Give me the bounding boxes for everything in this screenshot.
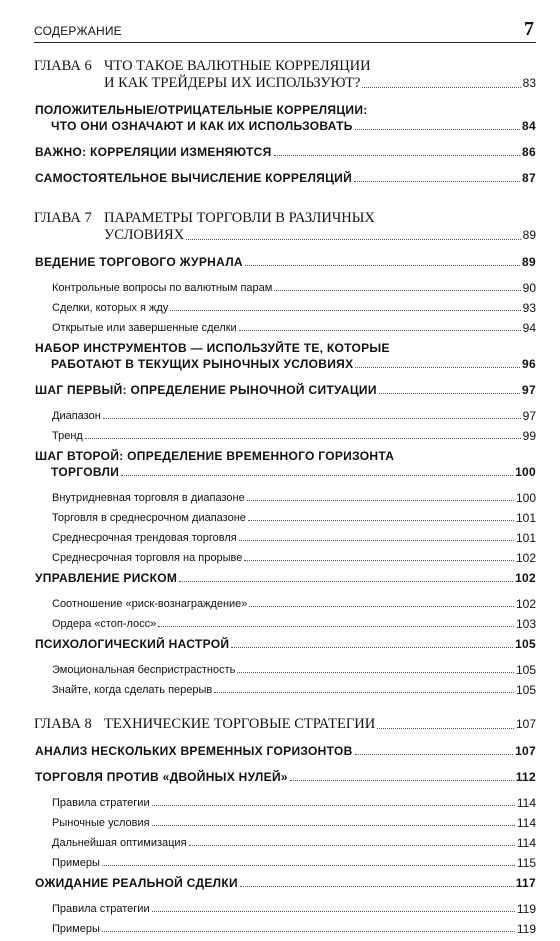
section-title-row xyxy=(35,769,536,785)
section-title-row xyxy=(35,118,536,134)
subsection-page-number: 114 xyxy=(516,816,536,830)
subsection-title: Эмоциональная беспристрастность xyxy=(52,664,236,676)
subsection-row xyxy=(52,916,536,936)
section-title-line: ШАГ ВТОРОЙ: ОПРЕДЕЛЕНИЕ ВРЕМЕННОГО ГОРИЗОНТА xyxy=(35,449,395,463)
dot-leader xyxy=(170,310,520,311)
spacer xyxy=(34,92,536,102)
subsection-title: Диапазон xyxy=(52,410,101,422)
section-page-number: 100 xyxy=(515,465,536,479)
dot-leader xyxy=(152,805,515,806)
subsection-row xyxy=(52,485,536,505)
section-title-line: ЧТО ОНИ ОЗНАЧАЮТ И КАК ИХ ИСПОЛЬЗОВАТЬ xyxy=(51,119,353,133)
subsection-row xyxy=(52,403,536,423)
section-page-number: 89 xyxy=(522,255,536,269)
dot-leader xyxy=(102,865,515,866)
subsection-title: Среднесрочная торговля на прорыве xyxy=(52,552,243,564)
subsection-page-number: 101 xyxy=(515,511,536,525)
dot-leader xyxy=(186,239,520,240)
subsection-row xyxy=(52,896,536,916)
section-entry[interactable] xyxy=(35,102,536,134)
dot-leader xyxy=(355,129,520,130)
table-of-contents xyxy=(34,58,536,941)
chapter-title xyxy=(104,716,536,733)
section-title-row xyxy=(35,382,536,398)
dot-leader xyxy=(355,754,514,755)
section-title-line: ВЕДЕНИЕ ТОРГОВОГО ЖУРНАЛА xyxy=(35,255,243,269)
dot-leader xyxy=(290,780,514,781)
dot-leader xyxy=(214,692,514,693)
dot-leader xyxy=(240,886,514,887)
chapter-title xyxy=(104,210,536,244)
chapter-heading[interactable] xyxy=(34,716,536,733)
subsection-page-number: 102 xyxy=(515,551,536,565)
chapter-title-row xyxy=(104,716,536,733)
section-page-number: 102 xyxy=(515,571,536,585)
subsection-page-number: 119 xyxy=(516,902,536,916)
chapter-title-line: УСЛОВИЯХ xyxy=(104,227,185,243)
section-page-number: 107 xyxy=(515,744,536,758)
section-page-number: 87 xyxy=(522,171,536,185)
dot-leader xyxy=(237,672,514,673)
chapter-title-line: ТЕХНИЧЕСКИЕ ТОРГОВЫЕ СТРАТЕГИИ xyxy=(104,716,376,732)
subsection-page-number: 105 xyxy=(515,683,536,697)
section-title-row xyxy=(35,875,536,891)
subsection-row xyxy=(52,611,536,631)
section-entry[interactable] xyxy=(35,636,536,652)
subsection-entry[interactable] xyxy=(52,591,536,611)
subsection-title: Среднесрочная трендовая торговля xyxy=(52,532,237,544)
subsection-entry[interactable] xyxy=(52,423,536,443)
subsection-title: Примеры xyxy=(52,923,100,935)
dot-leader xyxy=(239,330,521,331)
dot-leader xyxy=(121,475,513,476)
subsection-page-number: 94 xyxy=(522,321,536,335)
subsection-row xyxy=(52,295,536,315)
dot-leader xyxy=(103,418,521,419)
section-entry[interactable] xyxy=(35,144,536,160)
subsection-page-number: 105 xyxy=(515,663,536,677)
chapter-title-row xyxy=(104,75,536,92)
section-title-line: УПРАВЛЕНИЕ РИСКОМ xyxy=(35,571,178,585)
section-title-line: РАБОТАЮТ В ТЕКУЩИХ РЫНОЧНЫХ УСЛОВИЯХ xyxy=(51,357,354,371)
chapter-page-number: 83 xyxy=(522,76,536,90)
section-title-line: САМОСТОЯТЕЛЬНОЕ ВЫЧИСЛЕНИЕ КОРРЕЛЯЦИЙ xyxy=(35,171,352,185)
section-title-line: ПОЛОЖИТЕЛЬНЫЕ/ОТРИЦАТЕЛЬНЫЕ КОРРЕЛЯЦИИ: xyxy=(35,103,368,117)
subsection-title: Контрольные вопросы по валютным парам xyxy=(52,282,273,294)
subsection-title: Сделки, которых я жду xyxy=(52,302,169,314)
subsection-title: Тренд xyxy=(52,430,83,442)
dot-leader xyxy=(158,626,514,627)
header-title: СОДЕРЖАНИЕ xyxy=(34,24,122,38)
section-title-line: ОЖИДАНИЕ РЕАЛЬНОЙ СДЕЛКИ xyxy=(35,876,238,890)
chapter-title-line: ЧТО ТАКОЕ ВАЛЮТНЫЕ КОРРЕЛЯЦИИ xyxy=(104,58,371,74)
subsection-title: Внутридневная торговля в диапазоне xyxy=(52,492,245,504)
chapter-title xyxy=(104,58,536,92)
dot-leader xyxy=(274,290,520,291)
subsection-entry[interactable] xyxy=(52,850,536,870)
section-page-number: 97 xyxy=(522,383,536,397)
subsection-entry[interactable] xyxy=(52,896,536,916)
subsection-page-number: 119 xyxy=(516,922,536,936)
dot-leader xyxy=(245,265,520,266)
spacer xyxy=(34,936,536,941)
subsection-page-number: 99 xyxy=(522,429,536,443)
dot-leader xyxy=(247,500,514,501)
subsection-page-number: 114 xyxy=(516,836,536,850)
dot-leader xyxy=(379,393,520,394)
section-title-row xyxy=(35,254,536,270)
dot-leader xyxy=(179,581,513,582)
chapter-spacer xyxy=(34,702,536,716)
dot-leader xyxy=(231,647,513,648)
chapter-title-line: ПАРАМЕТРЫ ТОРГОВЛИ В РАЗЛИЧНЫХ xyxy=(104,210,375,226)
spacer xyxy=(34,733,536,743)
subsection-entry[interactable] xyxy=(52,525,536,545)
subsection-row xyxy=(52,315,536,335)
subsection-title: Рыночные условия xyxy=(52,817,150,829)
subsection-row xyxy=(52,505,536,525)
section-entry[interactable] xyxy=(35,769,536,785)
section-title-row xyxy=(35,636,536,652)
dot-leader xyxy=(244,560,514,561)
section-entry[interactable] xyxy=(35,448,536,480)
dot-leader xyxy=(152,911,515,912)
subsection-page-number: 93 xyxy=(522,301,536,315)
chapter-title-row xyxy=(104,227,536,244)
section-entry[interactable] xyxy=(35,570,536,586)
section-title-line: АНАЛИЗ НЕСКОЛЬКИХ ВРЕМЕННЫХ ГОРИЗОНТОВ xyxy=(35,744,353,758)
subsection-entry[interactable] xyxy=(52,485,536,505)
dot-leader xyxy=(102,931,515,932)
spacer xyxy=(34,244,536,254)
subsection-title: Знайте, когда сделать перерыв xyxy=(52,684,213,696)
section-title-line: НАБОР ИНСТРУМЕНТОВ — ИСПОЛЬЗУЙТЕ ТЕ, КОТОРЫЕ xyxy=(35,341,390,355)
subsection-page-number: 114 xyxy=(516,796,536,810)
page-header xyxy=(34,18,536,43)
subsection-title: Открытые или завершенные сделки xyxy=(52,322,237,334)
subsection-title: Торговля в среднесрочном диапазоне xyxy=(52,512,246,524)
subsection-page-number: 103 xyxy=(515,617,536,631)
section-title-row xyxy=(35,570,536,586)
subsection-entry[interactable] xyxy=(52,545,536,565)
dot-leader xyxy=(274,155,521,156)
chapter-page-number: 89 xyxy=(522,228,536,242)
section-entry[interactable] xyxy=(35,743,536,759)
section-page-number: 117 xyxy=(515,876,536,890)
dot-leader xyxy=(239,540,514,541)
subsection-row xyxy=(52,830,536,850)
dot-leader xyxy=(85,438,521,439)
subsection-row xyxy=(52,657,536,677)
section-title-line: ШАГ ПЕРВЫЙ: ОПРЕДЕЛЕНИЕ РЫНОЧНОЙ СИТУАЦИИ xyxy=(35,383,377,397)
chapter-label: ГЛАВА 8 xyxy=(34,716,92,732)
section-title-line: ТОРГОВЛИ xyxy=(51,465,120,479)
section-entry[interactable] xyxy=(35,340,536,372)
subsection-entry[interactable] xyxy=(52,295,536,315)
subsection-title: Соотношение «риск-вознаграждение» xyxy=(52,598,248,610)
chapter-label: ГЛАВА 6 xyxy=(34,58,92,74)
section-entry[interactable] xyxy=(35,170,536,186)
dot-leader xyxy=(152,825,515,826)
section-entry[interactable] xyxy=(35,875,536,891)
chapter-page-number: 107 xyxy=(515,717,536,731)
subsection-entry[interactable] xyxy=(52,810,536,830)
subsection-row xyxy=(52,525,536,545)
subsection-entry[interactable] xyxy=(52,611,536,631)
section-title-row xyxy=(35,144,536,160)
chapter-title-line: И КАК ТРЕЙДЕРЫ ИХ ИСПОЛЬЗУЮТ? xyxy=(104,75,361,91)
section-title-line: ВАЖНО: КОРРЕЛЯЦИИ ИЗМЕНЯЮТСЯ xyxy=(35,145,272,159)
chapter-spacer xyxy=(34,196,536,210)
subsection-title: Правила стратегии xyxy=(52,797,150,809)
subsection-entry[interactable] xyxy=(52,403,536,423)
section-page-number: 96 xyxy=(522,357,536,371)
dot-leader xyxy=(248,520,514,521)
subsection-row xyxy=(52,790,536,810)
subsection-page-number: 101 xyxy=(515,531,536,545)
subsection-row xyxy=(52,591,536,611)
subsection-row xyxy=(52,275,536,295)
dot-leader xyxy=(354,181,520,182)
section-title-row xyxy=(35,356,536,372)
subsection-page-number: 90 xyxy=(522,281,536,295)
section-title-row xyxy=(35,743,536,759)
subsection-title: Ордера «стоп-лосс» xyxy=(52,618,157,630)
subsection-row xyxy=(52,677,536,697)
chapter-label: ГЛАВА 7 xyxy=(34,210,92,226)
section-entry[interactable] xyxy=(35,254,536,270)
subsection-entry[interactable] xyxy=(52,657,536,677)
dot-leader xyxy=(249,606,514,607)
subsection-entry[interactable] xyxy=(52,275,536,295)
section-page-number: 112 xyxy=(515,770,536,784)
section-page-number: 84 xyxy=(522,119,536,133)
subsection-row xyxy=(52,423,536,443)
subsection-entry[interactable] xyxy=(52,505,536,525)
section-title-line: ПСИХОЛОГИЧЕСКИЙ НАСТРОЙ xyxy=(35,637,230,651)
subsection-page-number: 102 xyxy=(515,597,536,611)
subsection-title: Правила стратегии xyxy=(52,903,150,915)
dot-leader xyxy=(362,87,520,88)
dot-leader xyxy=(355,367,520,368)
subsection-entry[interactable] xyxy=(52,830,536,850)
subsection-entry[interactable] xyxy=(52,916,536,936)
chapter-heading[interactable] xyxy=(34,210,536,244)
section-title-row xyxy=(35,464,536,480)
section-page-number: 105 xyxy=(515,637,536,651)
header-page-number: 7 xyxy=(524,18,534,40)
section-entry[interactable] xyxy=(35,382,536,398)
subsection-row xyxy=(52,545,536,565)
chapter-heading[interactable] xyxy=(34,58,536,92)
subsection-row xyxy=(52,810,536,830)
subsection-title: Дальнейшая оптимизация xyxy=(52,837,187,849)
section-title-line: ТОРГОВЛЯ ПРОТИВ «ДВОЙНЫХ НУЛЕЙ» xyxy=(35,770,288,784)
subsection-title: Примеры xyxy=(52,857,100,869)
subsection-entry[interactable] xyxy=(52,315,536,335)
subsection-page-number: 100 xyxy=(515,491,536,505)
section-page-number: 86 xyxy=(522,145,536,159)
dot-leader xyxy=(377,728,514,729)
subsection-page-number: 115 xyxy=(516,856,536,870)
subsection-page-number: 97 xyxy=(522,409,536,423)
section-title-row xyxy=(35,170,536,186)
dot-leader xyxy=(189,845,515,846)
subsection-entry[interactable] xyxy=(52,790,536,810)
subsection-entry[interactable] xyxy=(52,677,536,697)
subsection-row xyxy=(52,850,536,870)
